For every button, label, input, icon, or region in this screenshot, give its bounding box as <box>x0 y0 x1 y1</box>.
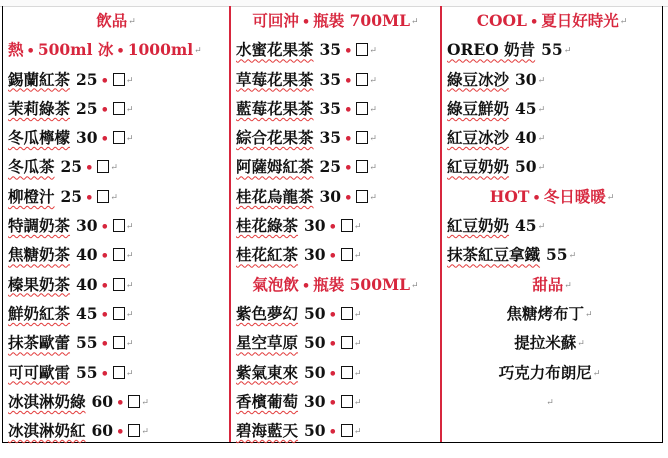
bullet: • <box>100 73 109 89</box>
seasonal-column <box>442 6 662 442</box>
hot-header <box>447 182 662 211</box>
checkbox-icon <box>97 160 109 173</box>
item-price: 35 <box>319 98 342 118</box>
bullet: • <box>100 307 109 323</box>
checkbox-icon <box>113 102 125 115</box>
drinks-header-text: 飲品 <box>96 11 128 30</box>
bullet: • <box>301 15 311 30</box>
menu-item <box>236 65 440 94</box>
menu-table <box>2 6 663 443</box>
checkbox-icon <box>113 307 125 320</box>
item-name: 香檳葡萄 <box>236 391 299 411</box>
menu-item <box>8 270 229 299</box>
paragraph-mark: ↵ <box>537 104 546 115</box>
item-price: 30 <box>304 216 326 236</box>
paragraph-mark: ↵ <box>537 134 546 145</box>
item-price: 40 <box>515 128 537 148</box>
checkbox-icon <box>341 424 353 437</box>
item-price: 30 <box>76 216 98 236</box>
item-name: 紅豆奶奶 <box>447 216 510 236</box>
item-price: 25 <box>60 186 83 206</box>
paragraph-mark: ↵ <box>369 104 377 115</box>
checkbox-icon <box>341 307 353 320</box>
paragraph-mark: ↵ <box>141 397 149 408</box>
item-name: 綜合花果茶 <box>236 128 314 148</box>
paragraph-mark: ↵ <box>369 134 377 145</box>
menu-item <box>447 123 662 152</box>
item-name: 可可歐雷 <box>8 362 71 382</box>
paragraph-mark: ↵ <box>369 192 377 203</box>
cold-size: 1000ml <box>127 40 194 60</box>
bullet: • <box>116 425 125 441</box>
checkbox-icon <box>113 219 125 232</box>
item-price: 30 <box>319 186 342 206</box>
checkbox-icon <box>113 248 125 261</box>
menu-item <box>8 65 229 94</box>
item-price: 55 <box>76 362 98 382</box>
dessert-header <box>447 270 662 299</box>
sparkling-header-text: 氣泡飲 <box>252 274 299 294</box>
menu-item <box>236 387 440 416</box>
item-name: 紫氣東來 <box>236 362 299 382</box>
checkbox-icon <box>341 248 353 261</box>
item-name: 冰淇淋奶紅 <box>8 421 86 441</box>
checkbox-icon <box>356 102 368 115</box>
item-price: 30 <box>76 128 98 148</box>
menu-item <box>8 182 229 211</box>
menu-item <box>8 123 229 152</box>
checkbox-icon <box>113 131 125 144</box>
bullet: • <box>532 190 541 206</box>
item-price: 45 <box>515 98 537 118</box>
menu-item <box>447 94 662 123</box>
cool-header-suffix: 夏日好時光 <box>541 11 619 30</box>
paragraph-mark: ↵ <box>128 17 136 27</box>
checkbox-icon <box>341 395 353 408</box>
cold-label: 冰 <box>97 40 114 60</box>
checkbox-icon <box>341 336 353 349</box>
item-name: OREO 奶昔 <box>447 40 536 60</box>
hot-list <box>447 211 662 270</box>
paragraph-mark: ↵ <box>577 339 585 350</box>
menu-item <box>447 35 662 64</box>
menu-item <box>8 94 229 123</box>
bullet: • <box>100 102 109 118</box>
bullet: • <box>328 425 337 441</box>
menu-item <box>8 358 229 387</box>
paragraph-mark: ↵ <box>606 192 615 203</box>
bullet: • <box>85 161 94 177</box>
paragraph-mark: ↵ <box>537 75 546 86</box>
item-price: 25 <box>319 157 342 177</box>
checkbox-icon <box>356 190 368 203</box>
item-price: 50 <box>304 303 326 323</box>
paragraph-mark: ↵ <box>353 309 362 320</box>
paragraph-mark: ↵ <box>353 339 362 350</box>
menu-item <box>236 240 440 269</box>
menu-item <box>236 299 440 328</box>
item-name: 冬瓜茶 <box>8 157 55 177</box>
bullet: • <box>116 44 125 60</box>
cool-list <box>447 35 662 181</box>
hot-header-text: HOT <box>489 186 530 206</box>
drinks-list <box>8 65 229 446</box>
refill-header-text: 可回沖 <box>252 11 299 30</box>
bullet: • <box>26 44 35 60</box>
item-price: 40 <box>76 245 98 265</box>
menu-item <box>236 35 440 64</box>
menu-item <box>447 152 662 181</box>
checkbox-icon <box>113 73 125 86</box>
bullet: • <box>344 161 353 177</box>
item-price: 45 <box>76 303 98 323</box>
item-name: 碧海藍天 <box>236 421 299 441</box>
item-name: 抹茶歐蕾 <box>8 333 71 353</box>
menu-item <box>236 94 440 123</box>
item-name: 茉莉綠茶 <box>8 98 71 118</box>
paragraph-mark: ↵ <box>125 280 134 291</box>
dessert-header-text: 甜品 <box>532 274 564 294</box>
paragraph-mark: ↵ <box>584 309 593 320</box>
dessert-name: 巧克力布朗尼 <box>498 362 592 382</box>
item-price: 30 <box>304 245 326 265</box>
bullet: • <box>344 132 353 148</box>
paragraph-mark: ↵ <box>546 397 554 408</box>
paragraph-mark: ↵ <box>411 280 419 291</box>
sparkling-list <box>236 299 440 445</box>
bullet: • <box>529 15 539 30</box>
empty-paragraph <box>447 387 662 416</box>
item-price: 35 <box>319 69 342 89</box>
item-price: 25 <box>76 98 98 118</box>
drinks-column <box>3 6 231 442</box>
bullet: • <box>100 366 109 382</box>
item-price: 40 <box>76 274 98 294</box>
menu-item <box>236 358 440 387</box>
checkbox-icon <box>356 131 368 144</box>
sparkling-header <box>236 270 440 299</box>
paragraph-mark: ↵ <box>125 222 134 233</box>
paragraph-mark: ↵ <box>125 368 134 379</box>
item-price: 60 <box>91 421 114 441</box>
bullet: • <box>100 278 109 294</box>
bullet: • <box>328 220 337 236</box>
dessert-item <box>447 328 662 357</box>
item-name: 冬瓜檸檬 <box>8 128 71 148</box>
paragraph-mark: ↵ <box>125 251 134 262</box>
bullet: • <box>344 190 353 206</box>
cool-header <box>447 6 662 35</box>
item-price: 55 <box>541 40 563 60</box>
menu-item <box>8 299 229 328</box>
bullet: • <box>344 73 353 89</box>
item-name: 抹茶紅豆拿鐵 <box>447 245 541 265</box>
paragraph-mark: ↵ <box>353 397 362 408</box>
menu-item <box>236 152 440 181</box>
paragraph-mark: ↵ <box>141 427 149 438</box>
sparkling-header-suffix: 瓶裝 500ML <box>313 274 411 294</box>
item-price: 35 <box>319 40 342 60</box>
paragraph-mark: ↵ <box>563 46 572 57</box>
item-name: 綠豆冰沙 <box>447 69 510 89</box>
item-name: 星空草原 <box>236 333 299 353</box>
item-name: 錫蘭紅茶 <box>8 69 71 89</box>
item-name: 阿薩姆紅茶 <box>236 157 314 177</box>
item-price: 25 <box>60 157 83 177</box>
item-name: 桂花紅茶 <box>236 245 299 265</box>
paragraph-mark: ↵ <box>125 75 134 86</box>
bullet: • <box>100 249 109 265</box>
paragraph-mark: ↵ <box>411 17 419 27</box>
paragraph-mark: ↵ <box>369 163 377 174</box>
item-name: 藍莓花果茶 <box>236 98 314 118</box>
item-price: 55 <box>546 245 568 265</box>
paragraph-mark: ↵ <box>353 427 362 438</box>
checkbox-icon <box>356 160 368 173</box>
bullet: • <box>328 307 337 323</box>
item-name: 鮮奶紅茶 <box>8 303 71 323</box>
item-name: 水蜜花果茶 <box>236 40 314 60</box>
refill-list <box>236 35 440 269</box>
bullet: • <box>85 190 94 206</box>
item-name: 榛果奶茶 <box>8 274 71 294</box>
menu-item <box>236 182 440 211</box>
item-name: 柳橙汁 <box>8 186 55 206</box>
item-name: 草莓花果茶 <box>236 69 314 89</box>
refill-header <box>236 6 440 35</box>
menu-item <box>236 328 440 357</box>
size-subheader <box>8 35 229 64</box>
item-name: 紅豆冰沙 <box>447 128 510 148</box>
item-name: 紅豆奶奶 <box>447 157 510 177</box>
dessert-item <box>447 299 662 328</box>
menu-item <box>447 240 662 269</box>
paragraph-mark: ↵ <box>125 309 134 320</box>
item-price: 30 <box>304 391 326 411</box>
paragraph-mark: ↵ <box>353 368 362 379</box>
bullet: • <box>301 278 311 294</box>
paragraph-mark: ↵ <box>537 222 546 233</box>
menu-item <box>236 123 440 152</box>
item-price: 50 <box>515 157 537 177</box>
item-name: 桂花烏龍茶 <box>236 186 314 206</box>
bullet: • <box>328 249 337 265</box>
paragraph-mark: ↵ <box>353 251 362 262</box>
paragraph-mark: ↵ <box>110 163 118 174</box>
bullet: • <box>100 132 109 148</box>
dessert-item <box>447 358 662 387</box>
item-name: 焦糖奶茶 <box>8 245 71 265</box>
paragraph-mark: ↵ <box>125 134 134 145</box>
bullet: • <box>328 337 337 353</box>
bullet: • <box>116 395 125 411</box>
paragraph-mark: ↵ <box>125 104 134 115</box>
paragraph-mark: ↵ <box>369 75 377 86</box>
menu-item <box>8 240 229 269</box>
item-price: 50 <box>304 421 326 441</box>
dessert-name: 提拉米蘇 <box>514 333 577 353</box>
item-price: 35 <box>319 128 342 148</box>
bullet: • <box>328 395 337 411</box>
hot-size: 500ml <box>37 40 93 60</box>
bullet: • <box>328 366 337 382</box>
item-price: 55 <box>76 333 98 353</box>
item-price: 50 <box>304 362 326 382</box>
checkbox-icon <box>341 219 353 232</box>
item-name: 桂花綠茶 <box>236 216 299 236</box>
bullet: • <box>100 337 109 353</box>
menu-item <box>8 328 229 357</box>
item-name: 冰淇淋奶綠 <box>8 391 86 411</box>
bullet: • <box>344 102 353 118</box>
checkbox-icon <box>341 366 353 379</box>
paragraph-mark: ↵ <box>125 339 134 350</box>
paragraph-mark: ↵ <box>110 192 118 203</box>
dessert-name: 焦糖烤布丁 <box>506 303 584 323</box>
bullet: • <box>344 44 353 60</box>
item-price: 25 <box>76 69 98 89</box>
menu-item <box>236 416 440 445</box>
checkbox-icon <box>128 424 140 437</box>
bottled-column <box>231 6 442 442</box>
menu-item <box>8 152 229 181</box>
item-price: 45 <box>515 216 537 236</box>
menu-item <box>447 211 662 240</box>
checkbox-icon <box>356 43 368 56</box>
cool-header-text: COOL <box>476 11 527 30</box>
menu-item <box>236 211 440 240</box>
checkbox-icon <box>113 366 125 379</box>
paragraph-mark: ↵ <box>619 17 628 27</box>
paragraph-mark: ↵ <box>564 280 572 291</box>
dessert-list <box>447 299 662 387</box>
paragraph-mark: ↵ <box>568 251 577 262</box>
paragraph-mark: ↵ <box>592 368 601 379</box>
menu-item <box>8 387 229 416</box>
checkbox-icon <box>128 395 140 408</box>
checkbox-icon <box>113 278 125 291</box>
checkbox-icon <box>97 190 109 203</box>
drinks-header <box>8 6 229 35</box>
menu-item <box>447 65 662 94</box>
refill-header-suffix: 瓶裝 700ML <box>313 11 411 30</box>
paragraph-mark: ↵ <box>353 222 362 233</box>
item-name: 特調奶茶 <box>8 216 71 236</box>
paragraph-mark: ↵ <box>369 46 377 57</box>
item-name: 綠豆鮮奶 <box>447 98 510 118</box>
item-price: 50 <box>304 333 326 353</box>
item-price: 60 <box>91 391 114 411</box>
hot-header-suffix: 冬日暖暖 <box>543 186 606 206</box>
item-name: 紫色夢幻 <box>236 303 299 323</box>
checkbox-icon <box>113 336 125 349</box>
item-price: 30 <box>515 69 537 89</box>
bullet: • <box>100 220 109 236</box>
paragraph-mark: ↵ <box>537 163 546 174</box>
menu-item <box>8 211 229 240</box>
hot-label: 熱 <box>8 40 24 60</box>
checkbox-icon <box>356 73 368 86</box>
paragraph-mark: ↵ <box>194 46 202 57</box>
menu-item <box>8 416 229 445</box>
